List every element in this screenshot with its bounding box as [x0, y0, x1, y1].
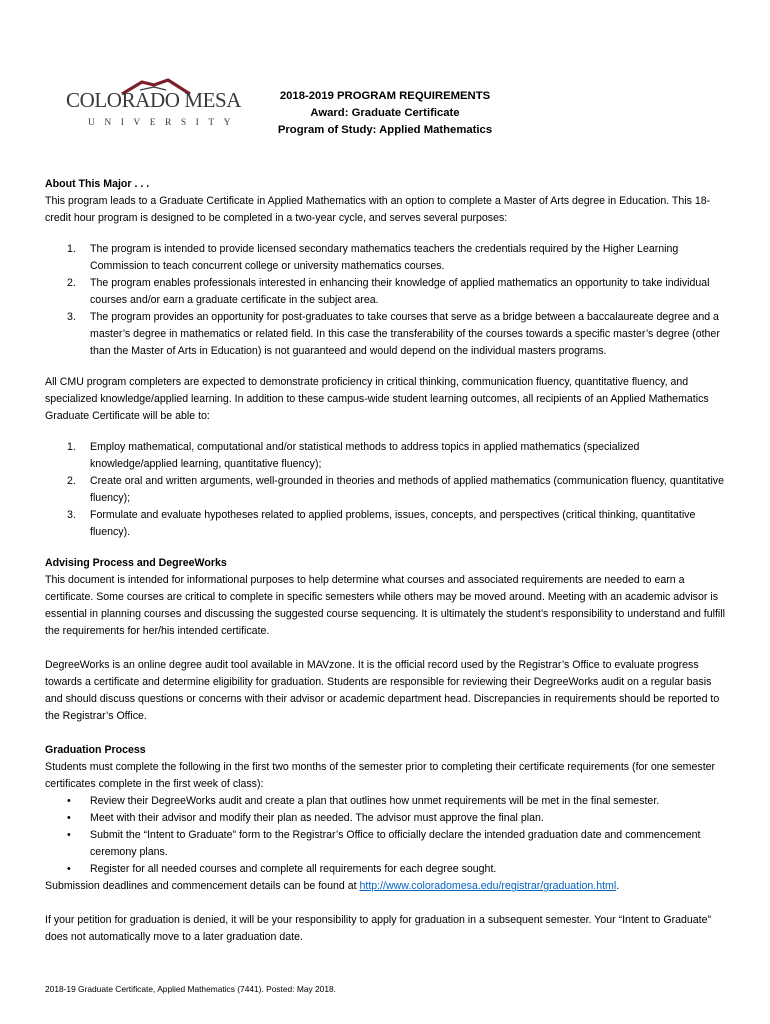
- list-item: 2. Create oral and written arguments, well-grounded in theories and methods of applied mathematics (communication fluency, quantitative fluency);: [67, 475, 725, 504]
- list-item: • Register for all needed courses and complete all requirements for each degree sought.: [45, 861, 725, 878]
- list-item: 1. The program is intended to provide licensed secondary mathematics teachers the credentials required by the Higher Learning Commission to teach concurrent college or university mathematics courses.: [67, 243, 679, 272]
- about-intro: This program leads to a Graduate Certificate in Applied Mathematics with an option to complete a Master of Arts degree in Education. This 18-credit hour program is designed to be completed in a two-year cycle, and serves several purposes:: [45, 195, 711, 224]
- deadlines-paragraph: Submission deadlines and commencement details can be found at http://www.coloradomesa.edu/registrar/graduation.html.: [45, 880, 620, 892]
- logo-university-text: UNIVERSITY: [88, 118, 240, 128]
- award-line: Award: Graduate Certificate: [310, 107, 460, 119]
- program-of-study-line: Program of Study: Applied Mathematics: [277, 124, 493, 136]
- bullet-icon: •: [67, 812, 71, 824]
- program-requirements-title: 2018-2019 PROGRAM REQUIREMENTS: [279, 90, 491, 102]
- list-item: 3. Formulate and evaluate hypotheses related to applied problems, issues, concepts, and perspectives (critical thinking, quantitative fluency).: [67, 509, 696, 538]
- list-item: • Review their DegreeWorks audit and create a plan that outlines how unmet requirements will be met in the final semester.: [45, 793, 725, 810]
- graduation-intro: Students must complete the following in the first two months of the semester prior to completing their certificate requirements (for one semester certificates complete in the first week of class):: [45, 761, 716, 790]
- degreeworks-paragraph: DegreeWorks is an online degree audit tool available in MAVzone. It is the official record used by the Registrar’s Office to evaluate progress towards a certificate and determine eligibility for graduation. Students are responsible for reviewing their DegreeWorks audit on a regular basis and should discuss questions or concerns with their advisor or academic department head. Discrepancies in requirements should be reported to the Registrar’s Office.: [45, 659, 720, 722]
- outcomes-list: [45, 439, 725, 541]
- purposes-list: [45, 241, 725, 360]
- document-body: [45, 176, 725, 946]
- bullet-icon: •: [67, 795, 71, 807]
- page-footer: 2018-19 Graduate Certificate, Applied Mathematics (7441). Posted: May 2018.: [45, 984, 336, 994]
- outcomes-intro: All CMU program completers are expected to demonstrate proficiency in critical thinking, communication fluency, quantitative fluency, and specialized knowledge/applied learning. In addition to these campus-wide student learning outcomes, all recipients of an Applied Mathematics Graduate Certificate will be able to:: [45, 376, 709, 422]
- list-item: 2. The program enables professionals interested in enhancing their knowledge of applied mathematics an opportunity to take individual courses and/or earn a graduate certificate in the subject area.: [67, 277, 710, 306]
- university-logo: [66, 78, 242, 130]
- about-heading: About This Major . . .: [45, 178, 150, 190]
- logo-brand-text: COLORADO MESA: [66, 88, 242, 112]
- bullet-icon: •: [67, 863, 71, 875]
- denied-paragraph: If your petition for graduation is denied, it will be your responsibility to apply for graduation in a subsequent semester. Your “Intent to Graduate” does not automatically move to a later graduation date.: [45, 914, 712, 943]
- list-item: 1. Employ mathematical, computational and/or statistical methods to address topics in applied mathematics (specialized knowledge/applied learning, quantitative fluency);: [67, 441, 640, 470]
- list-item: • Submit the “Intent to Graduate” form to the Registrar’s Office to officially declare the intended graduation date and commencement ceremony plans.: [67, 829, 701, 858]
- list-item: 3. The program provides an opportunity for post-graduates to take courses that serve as a bridge between a baccalaureate degree and a master’s degree in mathematics or related field. In this case the transferability of the courses towards a specific master’s degree (other than the Master of Arts in Education) is not guaranteed and would depend on the individual masters programs.: [67, 311, 720, 357]
- graduation-steps-list: [45, 793, 725, 878]
- graduation-link[interactable]: http://www.coloradomesa.edu/registrar/graduation.html: [359, 880, 617, 892]
- advising-heading: Advising Process and DegreeWorks: [45, 557, 227, 569]
- advising-paragraph: This document is intended for informational purposes to help determine what courses and associated requirements are needed to earn a certificate. Some courses are critical to complete in specific semesters while others may be moved around. Meeting with an academic advisor is essential in planning courses and discussing the suggested course sequencing. It is ultimately the student’s responsibility to understand and fulfill the requirements for her/his intended certificate.: [45, 574, 725, 637]
- bullet-icon: •: [67, 829, 71, 841]
- list-item: • Meet with their advisor and modify their plan as needed. The advisor must approve the final plan.: [45, 810, 725, 827]
- document-header: [240, 88, 530, 139]
- graduation-heading: Graduation Process: [45, 744, 146, 756]
